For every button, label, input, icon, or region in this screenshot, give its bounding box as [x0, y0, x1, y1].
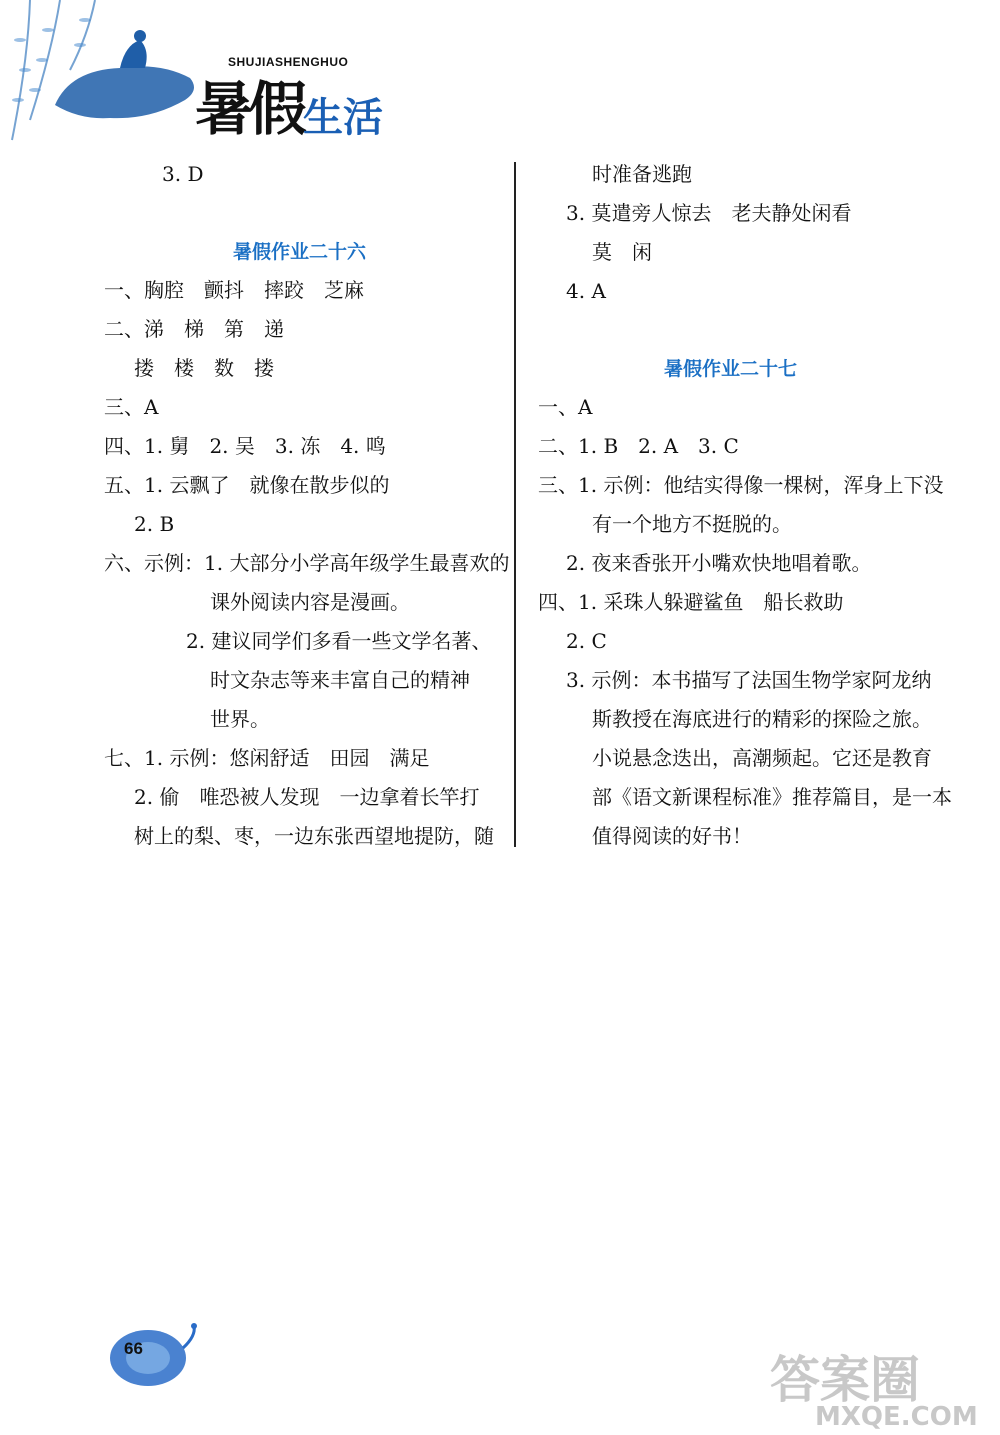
column-divider [514, 162, 516, 847]
answer-line: 小说悬念迭出，高潮频起。它还是教育 [592, 746, 932, 770]
answer-line: 四、1. 采珠人躲避鲨鱼 船长救助 [538, 590, 844, 614]
answer-line: 部《语文新课程标准》推荐篇目，是一本 [592, 785, 952, 809]
answer-line: 值得阅读的好书！ [592, 824, 752, 848]
answer-line: 2. 夜来香张开小嘴欢快地唱着歌。 [566, 551, 872, 575]
answer-line: 二、涕 梯 第 递 [104, 317, 284, 341]
snail-icon [98, 1318, 208, 1393]
answer-line: 树上的梨、枣，一边东张西望地提防，随 [134, 824, 494, 848]
answer-line: 4. A [566, 279, 606, 303]
answer-line: 3. 示例：本书描写了法国生物学家阿龙纳 [566, 668, 932, 692]
watermark-text-cn: 答案圈 [770, 1351, 920, 1409]
answer-line: 搂 楼 数 搂 [134, 356, 274, 380]
page-number: 66 [124, 1339, 143, 1358]
answer-line: 斯教授在海底进行的精彩的探险之旅。 [592, 707, 932, 731]
answer-line: 3. 莫遣旁人惊去 老夫静处闲看 [566, 201, 852, 225]
brand-title [195, 62, 383, 146]
answer-line: 二、1. B 2. A 3. C [538, 434, 739, 458]
answer-line: 时准备逃跑 [592, 162, 692, 186]
section-title: 暑假作业二十六 [233, 241, 367, 263]
answer-line: 三、1. 示例：他结实得像一棵树，浑身上下没 [538, 473, 944, 497]
answer-line: 一、胸腔 颤抖 摔跤 芝麻 [104, 278, 364, 302]
answer-line: 有一个地方不挺脱的。 [592, 512, 792, 536]
answer-line: 一、A [538, 395, 593, 419]
brand-title-main: 暑假 [195, 75, 304, 143]
answer-line: 2. 建议同学们多看一些文学名著、 [186, 629, 492, 653]
answer-line: 课外阅读内容是漫画。 [210, 590, 410, 614]
brand-title-highlight: 生活 [303, 93, 384, 141]
answer-line: 世界。 [210, 707, 270, 731]
answer-line: 2. C [566, 629, 607, 653]
watermark-text-en: MXQE.COM [815, 1402, 978, 1432]
answer-line: 六、示例：1. 大部分小学高年级学生最喜欢的 [104, 551, 510, 575]
answer-line: 2. B [134, 512, 175, 536]
section-title: 暑假作业二十七 [664, 358, 798, 380]
answer-line: 四、1. 舅 2. 吴 3. 冻 4. 鸣 [104, 434, 386, 458]
header-banner [0, 0, 420, 150]
answer-line: 五、1. 云飘了 就像在散步似的 [104, 473, 390, 497]
answer-line: 莫 闲 [592, 240, 652, 264]
answer-line: 3. D [162, 162, 204, 186]
answer-line: 三、A [104, 395, 159, 419]
answer-line: 七、1. 示例：悠闲舒适 田园 满足 [104, 746, 430, 770]
brand-subtitle: SHUJIASHENGHUO [228, 55, 349, 69]
answer-line: 时文杂志等来丰富自己的精神 [210, 668, 470, 692]
answer-line: 2. 偷 唯恐被人发现 一边拿着长竿打 [134, 785, 480, 809]
